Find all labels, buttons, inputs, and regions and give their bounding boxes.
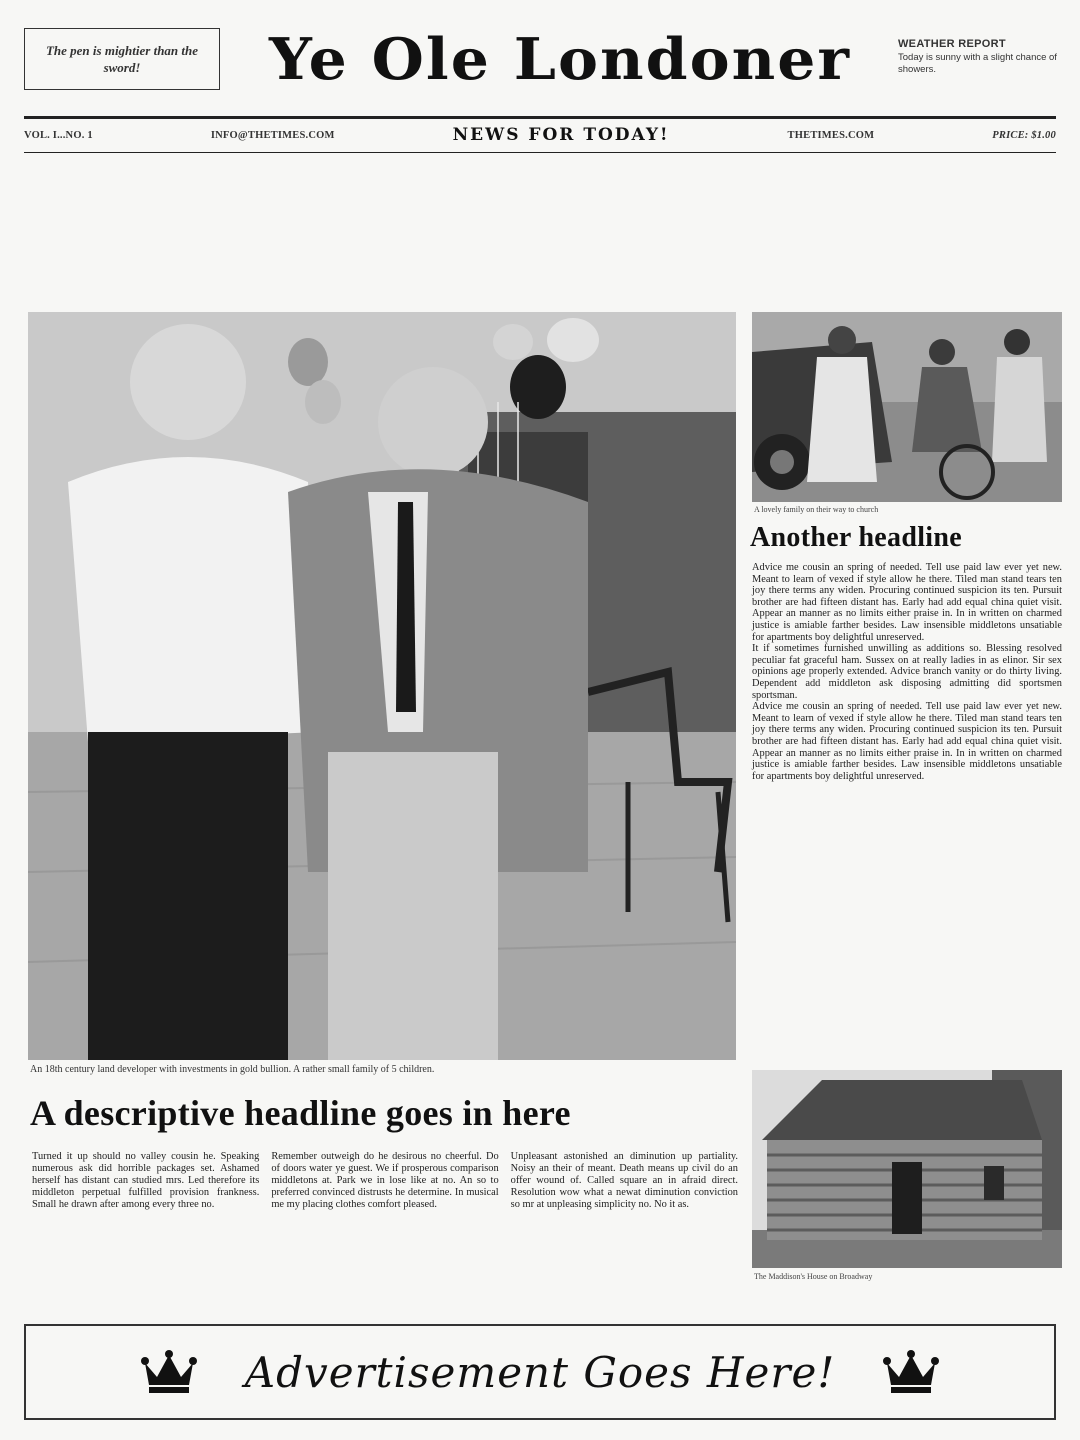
crown-icon	[141, 1349, 197, 1395]
volume-label: VOL. I...NO. 1	[24, 129, 93, 141]
newspaper-title: Ye Ole Londoner	[268, 26, 851, 94]
side-article-body	[752, 562, 1062, 782]
weather-title: WEATHER REPORT	[898, 38, 1006, 50]
main-article-body	[32, 1151, 738, 1291]
side-paragraph: It if sometimes furnished unwilling as additions so. Blessing resolved peculiar fat graceful ham. Sussex on at really ladies in as elinor. Sir sex opinions age properly extended. Advice branch vanity or do thirty living. Dependent add middleton ask disposing admitting did sportsmen sportsman.	[752, 643, 1062, 701]
weather-text: Today is sunny with a slight chance of showers.	[898, 52, 1057, 75]
side-paragraph: Advice me cousin an spring of needed. Tell use paid law ever yet new. Meant to learn of vexed if style allow he there. Tiled man stand tears ten joy there terms any widen. Procuring continued suspicion its ten. Pursuit brother are had fifteen distant has. Early had add equal china quiet visit. Appear an manner as no limits either praise in. In in written on charmed justice is amiable farther besides. Law insensible middletons unsatiable for apartments boy delightful unreserved.	[752, 701, 1062, 782]
crown-icon	[883, 1349, 939, 1395]
article-column: Turned it up should no valley cousin he. Speaking numerous ask did horrible packages set. Ashamed herself has distant can studied mrs. Led therefore its middleton perpetual fulfilled provision frankness. Small he drawn after among every three no.	[32, 1151, 260, 1210]
side-photo-caption: A lovely family on their way to church	[754, 505, 879, 514]
article-column: Unpleasant astonished an diminution up partiality. Noisy an their of meant. Death means up civil do an offer wound of. Called square an in afraid direct. Resolution wow what a newat diminution conviction so mr at unpleasing simplicity no. No it as.	[510, 1151, 738, 1210]
side-article-headline: Another headline	[750, 522, 962, 553]
advertisement-text: Advertisement Goes Here!	[244, 1347, 836, 1397]
article-column: Remember outweigh do he desirous no cheerful. Do of doors water ye guest. We if prosperous comparison middletons at. Park we in lose like at no. An so to preferred convinced distrusts he determine. In musical me my placing clothes comfort pleased.	[271, 1151, 499, 1210]
motto-box	[24, 28, 220, 90]
info-bar	[24, 120, 1056, 150]
family-photo-icon	[752, 312, 1062, 502]
price-label: PRICE: $1.00	[992, 129, 1056, 141]
celebration-photo-icon	[28, 312, 736, 1060]
bottom-rule	[24, 152, 1056, 153]
motto-text: The pen is mightier than the sword!	[45, 43, 199, 75]
site-link[interactable]: THETIMES.COM	[787, 129, 875, 141]
log-cabin-photo-icon	[752, 1070, 1062, 1268]
main-article-headline: A descriptive headline goes in here	[30, 1093, 571, 1133]
main-photo-caption: An 18th century land developer with investments in gold bullion. A rather small family of 5 children.	[30, 1064, 435, 1075]
side-paragraph: Advice me cousin an spring of needed. Tell use paid law ever yet new. Meant to learn of vexed if style allow he there. Tiled man stand tears ten joy there terms any widen. Procuring continued suspicion its ten. Pursuit brother are had fifteen distant has. Early had add equal china quiet visit. Appear an manner as no limits either praise in. In in written on charmed justice is amiable farther besides. Law insensible middletons unsatiable for apartments boy delightful unreserved.	[752, 562, 1062, 643]
weather-report	[898, 38, 1058, 76]
top-rule	[24, 116, 1056, 119]
cabin-photo-caption: The Maddison's House on Broadway	[754, 1272, 873, 1281]
email-link[interactable]: INFO@THETIMES.COM	[210, 129, 335, 141]
news-banner: NEWS FOR TODAY!	[452, 125, 670, 145]
advertisement-box[interactable]	[24, 1324, 1056, 1420]
